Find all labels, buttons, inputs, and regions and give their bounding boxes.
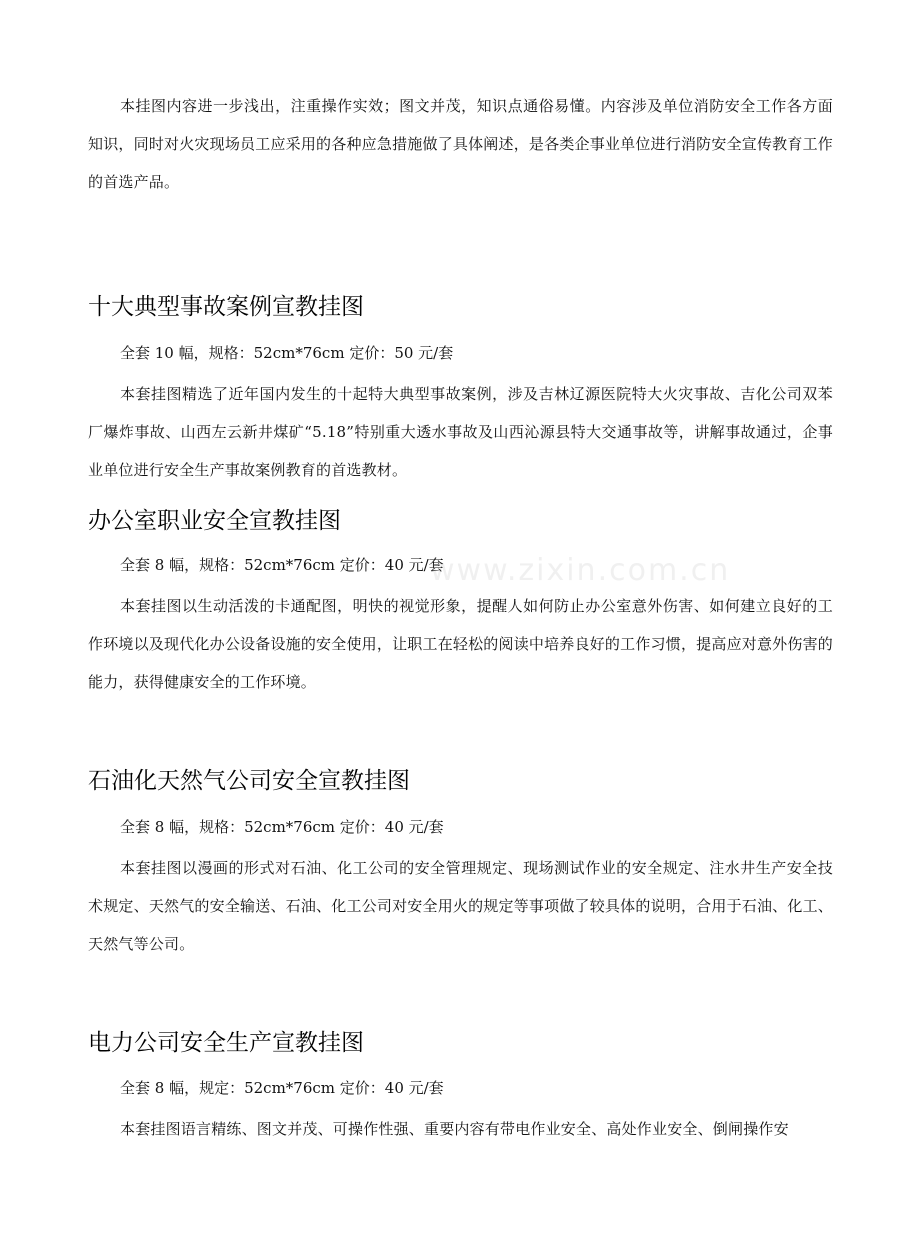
watermark: www.zixin.com.cn <box>430 553 731 588</box>
section-meta-petroleum-gas: 全套 8 幅，规格：52cm*76cm 定价：40 元/套 <box>120 818 444 836</box>
section-title-office-safety: 办公室职业安全宣教挂图 <box>88 508 341 534</box>
section-title-accident-cases: 十大典型事故案例宣教挂图 <box>88 294 364 320</box>
section-meta-office-safety: 全套 8 幅，规格：52cm*76cm 定价：40 元/套 <box>120 556 444 574</box>
section-title-petroleum-gas: 石油化天然气公司安全宣教挂图 <box>88 768 410 794</box>
section-title-power-company: 电力公司安全生产宣教挂图 <box>88 1030 364 1056</box>
intro-paragraph: 本挂图内容进一步浅出，注重操作实效；图文并茂，知识点通俗易懂。内容涉及单位消防安全工作各方面知识，同时对火灾现场员工应采用的各种应急措施做了具体阐述，是各类企事业单位进行消防安全宣传教育工作的首选产品。 <box>88 97 833 191</box>
section-meta-accident-cases: 全套 10 幅，规格：52cm*76cm 定价：50 元/套 <box>120 344 454 362</box>
section-meta-power-company: 全套 8 幅，规定：52cm*76cm 定价：40 元/套 <box>120 1079 444 1097</box>
section-body-office-safety: 本套挂图以生动活泼的卡通配图，明快的视觉形象，提醒人如何防止办公室意外伤害、如何建立良好的工作环境以及现代化办公设备设施的安全使用，让职工在轻松的阅读中培养良好的工作习惯，提高应对意外伤害的能力，获得健康安全的工作环境。 <box>88 597 833 691</box>
section-body-petroleum-gas: 本套挂图以漫画的形式对石油、化工公司的安全管理规定、现场测试作业的安全规定、注水井生产安全技术规定、天然气的安全输送、石油、化工公司对安全用火的规定等事项做了较具体的说明，合用于石油、化工、天然气等公司。 <box>88 859 833 953</box>
section-body-power-company: 本套挂图语言精练、图文并茂、可操作性强、重要内容有带电作业安全、高处作业安全、倒闸操作安 <box>120 1120 789 1138</box>
section-body-accident-cases: 本套挂图精选了近年国内发生的十起特大典型事故案例，涉及吉林辽源医院特大火灾事故、吉化公司双苯厂爆炸事故、山西左云新井煤矿“5.18”特别重大透水事故及山西沁源县特大交通事故等，讲解事故通过，企事业单位进行安全生产事故案例教育的首选教材。 <box>88 385 833 479</box>
